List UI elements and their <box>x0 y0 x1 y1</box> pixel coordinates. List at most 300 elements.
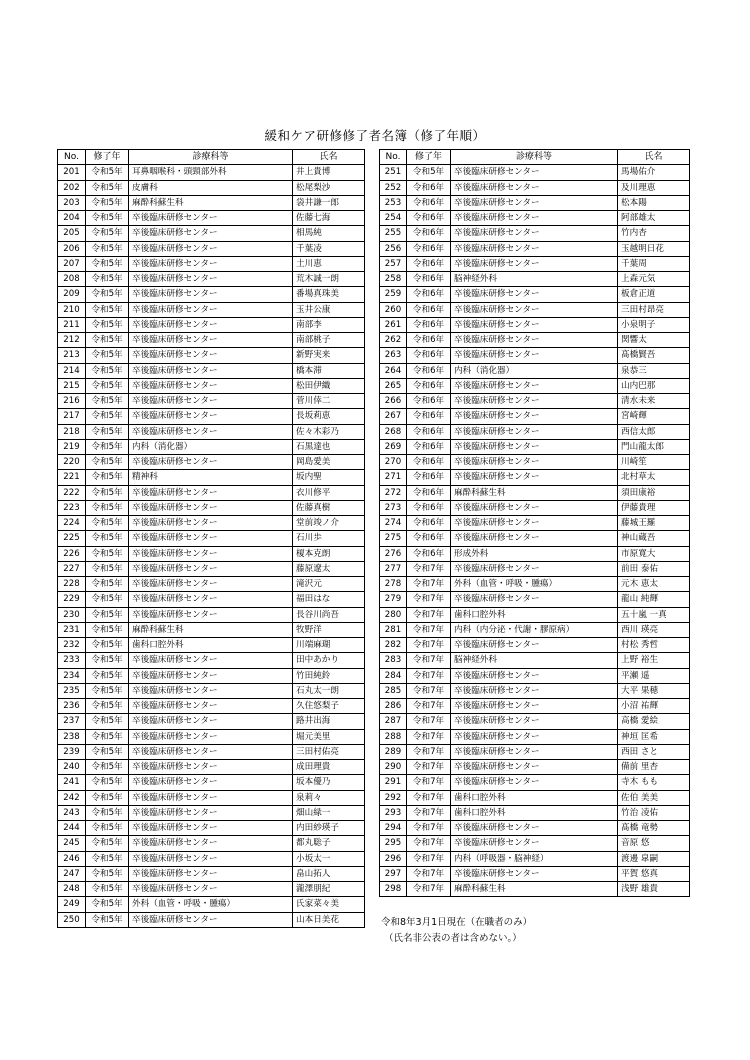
cell-no: 289 <box>380 744 407 759</box>
cell-no: 235 <box>58 683 86 698</box>
cell-no: 263 <box>380 348 407 363</box>
cell-year: 令和5年 <box>86 256 129 271</box>
table-row <box>58 165 365 180</box>
table-row <box>58 226 365 241</box>
cell-name: 上野 裕生 <box>618 653 690 668</box>
cell-dept: 卒後臨床研修センター <box>451 165 618 180</box>
cell-name: 松本陽 <box>618 195 690 210</box>
cell-name: 五十嵐 一真 <box>618 607 690 622</box>
cell-name: 板倉正道 <box>618 287 690 302</box>
cell-name: 龍山 純輝 <box>618 592 690 607</box>
cell-year: 令和6年 <box>407 531 451 546</box>
cell-dept: 卒後臨床研修センター <box>129 241 293 256</box>
page-title: 緩和ケア研修修了者名簿（修了年順） <box>264 128 486 143</box>
cell-year: 令和5年 <box>86 714 129 729</box>
cell-name: 坂本優乃 <box>293 775 365 790</box>
cell-no: 261 <box>380 317 407 332</box>
cell-dept: 卒後臨床研修センター <box>129 851 293 866</box>
cell-no: 245 <box>58 836 86 851</box>
cell-no: 223 <box>58 500 86 515</box>
cell-year: 令和5年 <box>86 348 129 363</box>
cell-name: 西田 さと <box>618 744 690 759</box>
cell-year: 令和6年 <box>407 226 451 241</box>
cell-dept: 卒後臨床研修センター <box>129 912 293 927</box>
cell-dept: 卒後臨床研修センター <box>451 836 618 851</box>
cell-name: 堀元美里 <box>293 729 365 744</box>
cell-dept: 卒後臨床研修センター <box>451 287 618 302</box>
cell-no: 267 <box>380 409 407 424</box>
cell-year: 令和5年 <box>86 439 129 454</box>
cell-dept: 卒後臨床研修センター <box>129 272 293 287</box>
cell-dept: 卒後臨床研修センター <box>451 333 618 348</box>
cell-no: 214 <box>58 363 86 378</box>
cell-name: 田中あかり <box>293 653 365 668</box>
cell-dept: 卒後臨床研修センター <box>451 256 618 271</box>
cell-name: 髙橋賢吾 <box>618 348 690 363</box>
cell-year: 令和6年 <box>407 272 451 287</box>
cell-no: 225 <box>58 531 86 546</box>
cell-name: 川端麻瑚 <box>293 638 365 653</box>
table-row <box>58 561 365 576</box>
cell-dept: 卒後臨床研修センター <box>129 714 293 729</box>
table-row <box>58 333 365 348</box>
cell-year: 令和5年 <box>86 409 129 424</box>
table-row <box>380 409 690 424</box>
cell-year: 令和7年 <box>407 836 451 851</box>
cell-name: 玉井公康 <box>293 302 365 317</box>
cell-no: 253 <box>380 195 407 210</box>
cell-year: 令和5年 <box>86 607 129 622</box>
cell-dept: 卒後臨床研修センター <box>451 638 618 653</box>
cell-year: 令和7年 <box>407 821 451 836</box>
cell-name: 相馬純 <box>293 226 365 241</box>
cell-year: 令和6年 <box>407 439 451 454</box>
cell-no: 265 <box>380 378 407 393</box>
cell-name: 泉莉々 <box>293 790 365 805</box>
table-row <box>58 638 365 653</box>
cell-name: 石丸太一朗 <box>293 683 365 698</box>
cell-dept: 卒後臨床研修センター <box>129 287 293 302</box>
cell-no: 282 <box>380 638 407 653</box>
cell-no: 258 <box>380 272 407 287</box>
cell-name: 清水未来 <box>618 394 690 409</box>
cell-name: 北村草太 <box>618 470 690 485</box>
table-row <box>380 485 690 500</box>
cell-year: 令和6年 <box>407 394 451 409</box>
cell-year: 令和6年 <box>407 302 451 317</box>
cell-name: 菅川倖二 <box>293 394 365 409</box>
cell-name: 牧野洋 <box>293 622 365 637</box>
cell-year: 令和5年 <box>86 165 129 180</box>
cell-dept: 卒後臨床研修センター <box>451 668 618 683</box>
cell-year: 令和5年 <box>86 195 129 210</box>
table-row <box>380 195 690 210</box>
cell-no: 205 <box>58 226 86 241</box>
cell-dept: 卒後臨床研修センター <box>451 699 618 714</box>
cell-dept: 卒後臨床研修センター <box>129 500 293 515</box>
cell-name: 渡邊 皐嗣 <box>618 851 690 866</box>
cell-dept: 卒後臨床研修センター <box>129 531 293 546</box>
cell-no: 274 <box>380 516 407 531</box>
cell-year: 令和5年 <box>86 668 129 683</box>
cell-name: 成田理貴 <box>293 760 365 775</box>
cell-name: 瀧澤朋紀 <box>293 882 365 897</box>
cell-dept: 卒後臨床研修センター <box>129 211 293 226</box>
cell-no: 212 <box>58 333 86 348</box>
cell-name: 路井出海 <box>293 714 365 729</box>
cell-name: 新野実来 <box>293 348 365 363</box>
roster-table-right <box>379 149 690 897</box>
cell-dept: 卒後臨床研修センター <box>129 317 293 332</box>
cell-name: 竹内杏 <box>618 226 690 241</box>
cell-name: 内田紗瑛子 <box>293 821 365 836</box>
cell-no: 269 <box>380 439 407 454</box>
table-row <box>380 851 690 866</box>
table-row <box>58 836 365 851</box>
cell-name: 氏家菜々美 <box>293 897 365 912</box>
table-row <box>380 256 690 271</box>
table-row <box>380 699 690 714</box>
cell-name: 高橋 愛絵 <box>618 714 690 729</box>
header-dept: 診療科等 <box>451 150 618 165</box>
cell-name: 神垣 匡希 <box>618 729 690 744</box>
cell-dept: 卒後臨床研修センター <box>129 683 293 698</box>
table-row <box>380 333 690 348</box>
table-row <box>380 775 690 790</box>
cell-name: 長坂莉恵 <box>293 409 365 424</box>
cell-dept: 卒後臨床研修センター <box>129 653 293 668</box>
cell-year: 令和6年 <box>407 256 451 271</box>
header-name: 氏名 <box>293 150 365 165</box>
cell-no: 217 <box>58 409 86 424</box>
cell-year: 令和6年 <box>407 424 451 439</box>
cell-dept: 卒後臨床研修センター <box>451 516 618 531</box>
cell-no: 293 <box>380 805 407 820</box>
table-row <box>380 638 690 653</box>
cell-name: 榎本克朗 <box>293 546 365 561</box>
header-no: No. <box>58 150 86 165</box>
cell-year: 令和5年 <box>86 424 129 439</box>
cell-dept: 卒後臨床研修センター <box>451 378 618 393</box>
cell-name: 福田はな <box>293 592 365 607</box>
cell-name: 及川理恵 <box>618 180 690 195</box>
cell-name: 竹田純鈴 <box>293 668 365 683</box>
cell-dept: 卒後臨床研修センター <box>129 409 293 424</box>
cell-no: 204 <box>58 211 86 226</box>
cell-name: 堂前竣ノ介 <box>293 516 365 531</box>
cell-year: 令和6年 <box>407 470 451 485</box>
cell-year: 令和7年 <box>407 561 451 576</box>
cell-no: 232 <box>58 638 86 653</box>
cell-name: 長谷川尚吾 <box>293 607 365 622</box>
table-row <box>58 851 365 866</box>
table-row <box>58 775 365 790</box>
cell-name: 番場真珠美 <box>293 287 365 302</box>
cell-dept: 卒後臨床研修センター <box>129 699 293 714</box>
table-row <box>58 699 365 714</box>
cell-no: 276 <box>380 546 407 561</box>
cell-dept: 卒後臨床研修センター <box>451 531 618 546</box>
cell-dept: 卒後臨床研修センター <box>129 424 293 439</box>
table-row <box>58 531 365 546</box>
cell-dept: 卒後臨床研修センター <box>451 775 618 790</box>
header-year: 修了年 <box>407 150 451 165</box>
cell-dept: 卒後臨床研修センター <box>129 592 293 607</box>
table-row <box>380 241 690 256</box>
cell-no: 218 <box>58 424 86 439</box>
table-row <box>380 653 690 668</box>
cell-dept: 歯科口腔外科 <box>451 607 618 622</box>
cell-dept: 麻酔科蘇生科 <box>451 882 618 897</box>
table-row <box>58 683 365 698</box>
cell-year: 令和5年 <box>86 790 129 805</box>
cell-name: 佐々木彩乃 <box>293 424 365 439</box>
cell-no: 213 <box>58 348 86 363</box>
cell-name: 小沼 祐輝 <box>618 699 690 714</box>
table-row <box>58 272 365 287</box>
cell-year: 令和5年 <box>86 592 129 607</box>
cell-year: 令和6年 <box>407 287 451 302</box>
cell-no: 294 <box>380 821 407 836</box>
cell-name: 阿部雄太 <box>618 211 690 226</box>
cell-dept: 卒後臨床研修センター <box>129 561 293 576</box>
cell-year: 令和5年 <box>86 683 129 698</box>
cell-year: 令和5年 <box>86 760 129 775</box>
table-row <box>58 256 365 271</box>
table-row <box>380 805 690 820</box>
cell-year: 令和7年 <box>407 714 451 729</box>
table-row <box>58 470 365 485</box>
cell-year: 令和7年 <box>407 653 451 668</box>
cell-no: 290 <box>380 760 407 775</box>
cell-year: 令和5年 <box>407 165 451 180</box>
table-row <box>58 821 365 836</box>
cell-dept: 内科（呼吸器・脳神経） <box>451 851 618 866</box>
cell-year: 令和5年 <box>86 333 129 348</box>
cell-no: 207 <box>58 256 86 271</box>
cell-dept: 歯科口腔外科 <box>129 638 293 653</box>
exclusion-note: （氏名非公表の者は含めない。） <box>384 933 522 944</box>
cell-no: 249 <box>58 897 86 912</box>
cell-no: 284 <box>380 668 407 683</box>
table-row <box>58 180 365 195</box>
cell-dept: 卒後臨床研修センター <box>451 409 618 424</box>
cell-no: 268 <box>380 424 407 439</box>
cell-no: 256 <box>380 241 407 256</box>
cell-name: 川崎笙 <box>618 455 690 470</box>
cell-name: 伊藤貴理 <box>618 500 690 515</box>
table-row <box>380 272 690 287</box>
cell-dept: 卒後臨床研修センター <box>451 348 618 363</box>
cell-name: 須田康裕 <box>618 485 690 500</box>
cell-no: 275 <box>380 531 407 546</box>
table-row <box>380 424 690 439</box>
cell-dept: 内科（内分泌・代謝・膠原病） <box>451 622 618 637</box>
cell-dept: 卒後臨床研修センター <box>129 485 293 500</box>
cell-name: 畑山緑一 <box>293 805 365 820</box>
cell-name: 佐伯 美美 <box>618 790 690 805</box>
table-row <box>58 592 365 607</box>
table-row <box>58 455 365 470</box>
table-row <box>380 180 690 195</box>
table-row <box>58 790 365 805</box>
cell-year: 令和5年 <box>86 546 129 561</box>
cell-dept: 卒後臨床研修センター <box>129 348 293 363</box>
cell-name: 南部桃子 <box>293 333 365 348</box>
cell-dept: 卒後臨床研修センター <box>129 363 293 378</box>
cell-dept: 内科（消化器） <box>129 439 293 454</box>
cell-dept: 卒後臨床研修センター <box>129 866 293 881</box>
cell-year: 令和5年 <box>86 866 129 881</box>
cell-no: 273 <box>380 500 407 515</box>
cell-year: 令和6年 <box>407 378 451 393</box>
cell-name: 土川恵 <box>293 256 365 271</box>
cell-dept: 卒後臨床研修センター <box>129 668 293 683</box>
cell-year: 令和5年 <box>86 516 129 531</box>
cell-year: 令和5年 <box>86 836 129 851</box>
cell-no: 277 <box>380 561 407 576</box>
cell-name: 元木 恵太 <box>618 577 690 592</box>
cell-dept: 卒後臨床研修センター <box>451 714 618 729</box>
cell-no: 244 <box>58 821 86 836</box>
cell-year: 令和5年 <box>86 775 129 790</box>
cell-year: 令和5年 <box>86 272 129 287</box>
cell-no: 243 <box>58 805 86 820</box>
cell-dept: 脳神経外科 <box>451 272 618 287</box>
table-row <box>380 668 690 683</box>
cell-name: 松田伊織 <box>293 378 365 393</box>
cell-name: 都丸聡子 <box>293 836 365 851</box>
table-row <box>58 500 365 515</box>
cell-year: 令和5年 <box>86 622 129 637</box>
cell-name: 佐藤真樹 <box>293 500 365 515</box>
cell-no: 262 <box>380 333 407 348</box>
table-row <box>380 729 690 744</box>
cell-year: 令和5年 <box>86 805 129 820</box>
cell-name: 浅野 雄貴 <box>618 882 690 897</box>
cell-dept: 形成外科 <box>451 546 618 561</box>
cell-name: 佐藤七海 <box>293 211 365 226</box>
cell-no: 272 <box>380 485 407 500</box>
cell-dept: 卒後臨床研修センター <box>129 516 293 531</box>
cell-dept: 歯科口腔外科 <box>451 790 618 805</box>
cell-name: 三田村昂亮 <box>618 302 690 317</box>
cell-no: 295 <box>380 836 407 851</box>
cell-year: 令和6年 <box>407 180 451 195</box>
table-row <box>58 546 365 561</box>
cell-name: 小泉明子 <box>618 317 690 332</box>
cell-dept: 皮膚科 <box>129 180 293 195</box>
table-row <box>380 287 690 302</box>
cell-year: 令和6年 <box>407 485 451 500</box>
cell-no: 266 <box>380 394 407 409</box>
table-row <box>380 744 690 759</box>
cell-dept: 卒後臨床研修センター <box>451 195 618 210</box>
cell-name: 橋本滞 <box>293 363 365 378</box>
cell-name: 上森元気 <box>618 272 690 287</box>
table-row <box>58 897 365 912</box>
cell-dept: 卒後臨床研修センター <box>451 760 618 775</box>
table-row <box>58 760 365 775</box>
cell-dept: 卒後臨床研修センター <box>451 211 618 226</box>
cell-dept: 卒後臨床研修センター <box>451 866 618 881</box>
table-row <box>58 577 365 592</box>
table-row <box>58 714 365 729</box>
table-row <box>380 516 690 531</box>
cell-dept: 卒後臨床研修センター <box>451 317 618 332</box>
table-row <box>58 805 365 820</box>
cell-dept: 卒後臨床研修センター <box>129 455 293 470</box>
cell-dept: 卒後臨床研修センター <box>451 683 618 698</box>
cell-year: 令和5年 <box>86 821 129 836</box>
cell-dept: 卒後臨床研修センター <box>451 470 618 485</box>
table-row <box>380 866 690 881</box>
cell-name: 寺木 もも <box>618 775 690 790</box>
table-row <box>380 226 690 241</box>
cell-no: 280 <box>380 607 407 622</box>
cell-name: 宮崎輝 <box>618 409 690 424</box>
cell-name: 石黒達也 <box>293 439 365 454</box>
table-row <box>380 592 690 607</box>
cell-no: 234 <box>58 668 86 683</box>
cell-dept: 麻酔科蘇生科 <box>451 485 618 500</box>
cell-year: 令和5年 <box>86 561 129 576</box>
table-row <box>58 363 365 378</box>
cell-name: 西川 瑛亮 <box>618 622 690 637</box>
table-row <box>380 302 690 317</box>
cell-no: 264 <box>380 363 407 378</box>
cell-name: 音原 悠 <box>618 836 690 851</box>
cell-name: 山本日美花 <box>293 912 365 927</box>
cell-no: 291 <box>380 775 407 790</box>
cell-year: 令和5年 <box>86 882 129 897</box>
cell-no: 251 <box>380 165 407 180</box>
cell-year: 令和7年 <box>407 668 451 683</box>
cell-dept: 卒後臨床研修センター <box>451 500 618 515</box>
cell-dept: 卒後臨床研修センター <box>129 775 293 790</box>
cell-year: 令和5年 <box>86 699 129 714</box>
cell-no: 242 <box>58 790 86 805</box>
cell-no: 292 <box>380 790 407 805</box>
cell-name: 玉越明日花 <box>618 241 690 256</box>
cell-name: 神山蔵吾 <box>618 531 690 546</box>
table-row <box>58 653 365 668</box>
cell-no: 285 <box>380 683 407 698</box>
cell-year: 令和6年 <box>407 195 451 210</box>
cell-dept: 内科（消化器） <box>451 363 618 378</box>
cell-dept: 卒後臨床研修センター <box>129 226 293 241</box>
cell-year: 令和5年 <box>86 744 129 759</box>
table-row <box>380 577 690 592</box>
cell-dept: 卒後臨床研修センター <box>129 256 293 271</box>
table-row <box>58 424 365 439</box>
cell-dept: 精神科 <box>129 470 293 485</box>
table-row <box>58 394 365 409</box>
cell-year: 令和7年 <box>407 683 451 698</box>
cell-name: 竹治 凌佑 <box>618 805 690 820</box>
cell-no: 252 <box>380 180 407 195</box>
cell-dept: 卒後臨床研修センター <box>451 424 618 439</box>
cell-dept: 外科（血管・呼吸・腫瘍） <box>451 577 618 592</box>
cell-year: 令和5年 <box>86 897 129 912</box>
cell-name: 岡島愛美 <box>293 455 365 470</box>
table-row <box>58 485 365 500</box>
cell-no: 222 <box>58 485 86 500</box>
cell-name: 泉恭三 <box>618 363 690 378</box>
cell-no: 208 <box>58 272 86 287</box>
table-row <box>58 302 365 317</box>
cell-year: 令和5年 <box>86 226 129 241</box>
